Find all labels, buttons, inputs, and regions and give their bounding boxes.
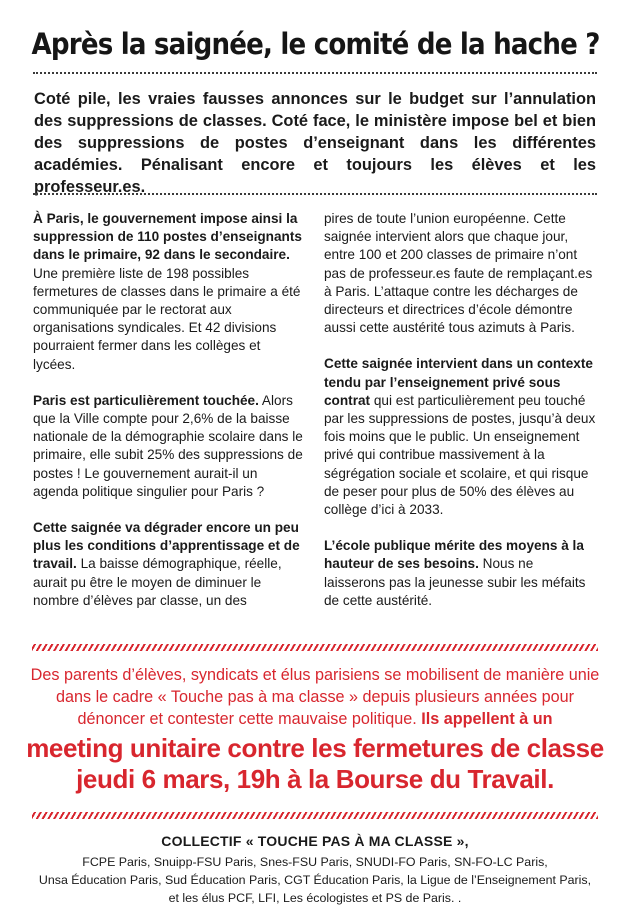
left-paragraph-3-text: La baisse démographique, réelle, aurait pu être le moyen de diminuer le nombre d’élèves par classe, un des	[33, 556, 282, 608]
left-paragraph-1-bold: À Paris, le gouvernement impose ainsi la suppression de 110 postes d’enseignants dans le primaire, 92 dans le secondaire.	[33, 211, 302, 263]
collectif-members	[20, 853, 610, 907]
right-paragraph-2-bold: Cette saignée intervient dans un contexte tendu par l’enseignement privé sous contrat	[324, 356, 593, 408]
left-column	[33, 210, 303, 628]
meeting-announcement	[20, 733, 610, 795]
right-paragraph-3	[324, 537, 596, 610]
right-paragraph-2-text: qui est particulièrement peu touché par les suppressions de postes, jusqu’à deux fois moins que le public. Un enseignement privé qui contribue massivement à la ségrégation sociale et scolaire, et qui risque de peser pour plus de 50% des élèves au collège d’ici à 2033.	[324, 392, 596, 518]
dotted-divider-top	[33, 72, 597, 74]
collectif-title: COLLECTIF « TOUCHE PAS À MA CLASSE »,	[161, 833, 469, 849]
left-paragraph-1	[33, 210, 303, 374]
callout-paragraph	[28, 664, 602, 730]
right-paragraph-3-bold: L’école publique mérite des moyens à la hauteur de ses besoins.	[324, 538, 584, 572]
members-line-2: Unsa Éducation Paris, Sud Éducation Paris, CGT Éducation Paris, la Ligue de l’Enseignement Paris,	[38, 873, 592, 887]
page-title: Après la saignée, le comité de la hache ?	[31, 27, 600, 62]
right-paragraph-1	[324, 210, 596, 337]
right-paragraph-2	[324, 355, 596, 519]
left-paragraph-2	[33, 392, 303, 501]
red-hatched-divider-top	[32, 644, 598, 651]
right-paragraph-1-text: pires de toute l’union européenne. Cette saignée intervient alors que chaque jour, entre 100 et 200 classes de primaire n’ont pas de professeur.es faute de remplaçant.es à Paris. L’attaque contre les décharges de directeurs et directrices d’école démontre aussi cette austérité tous azimuts à Paris.	[324, 211, 593, 336]
lead-paragraph: Coté pile, les vraies fausses annonces sur le budget sur l’annulation des suppressions de classes. Coté face, le ministère impose bel et bien des suppressions de postes d’enseignant dans les différentes académies. Pénalisant encore et toujours les élèves et les professeur.es.	[34, 90, 596, 196]
meeting-line-1: meeting unitaire contre les fermetures de classe	[26, 733, 604, 763]
red-hatched-divider-bottom	[32, 812, 598, 819]
callout-bold: Ils appellent à un	[416, 710, 553, 728]
dotted-divider-middle	[33, 193, 597, 195]
left-paragraph-1-text: Une première liste de 198 possibles fermetures de classes dans le primaire a été communiquée par le rectorat aux organisations syndicales. Et 42 divisions pourraient fermer dans les collèges et lycées.	[33, 265, 301, 372]
meeting-line-2: jeudi 6 mars, 19h à la Bourse du Travail.	[76, 764, 554, 794]
left-paragraph-3	[33, 519, 303, 610]
members-line-3: et les élus PCF, LFI, Les écologistes et PS de Paris. .	[168, 891, 462, 905]
right-paragraph-3-text: Nous ne laisserons pas la jeunesse subir les méfaits de cette austérité.	[324, 556, 586, 608]
members-line-1: FCPE Paris, Snuipp-FSU Paris, Snes-FSU Paris, SNUDI-FO Paris, SN-FO-LC Paris,	[82, 855, 548, 869]
left-paragraph-2-bold: Paris est particulièrement touchée.	[33, 392, 259, 408]
right-column	[324, 210, 596, 628]
left-paragraph-3-bold: Cette saignée va dégrader encore un peu plus les conditions d’apprentissage et de travail.	[33, 520, 300, 572]
left-paragraph-2-text: Alors que la Ville compte pour 2,6% de la baisse nationale de la démographie scolaire dans le primaire, elle subit 25% des suppressions de postes ! Le gouvernement aurait-il un agenda politique singulier pour Paris ?	[33, 392, 303, 499]
callout-text: Des parents d’élèves, syndicats et élus parisiens se mobilisent de manière unie dans le cadre « Touche pas à ma classe » depuis plusieurs années pour dénoncer et contester cette mauvaise politique.	[30, 666, 600, 728]
